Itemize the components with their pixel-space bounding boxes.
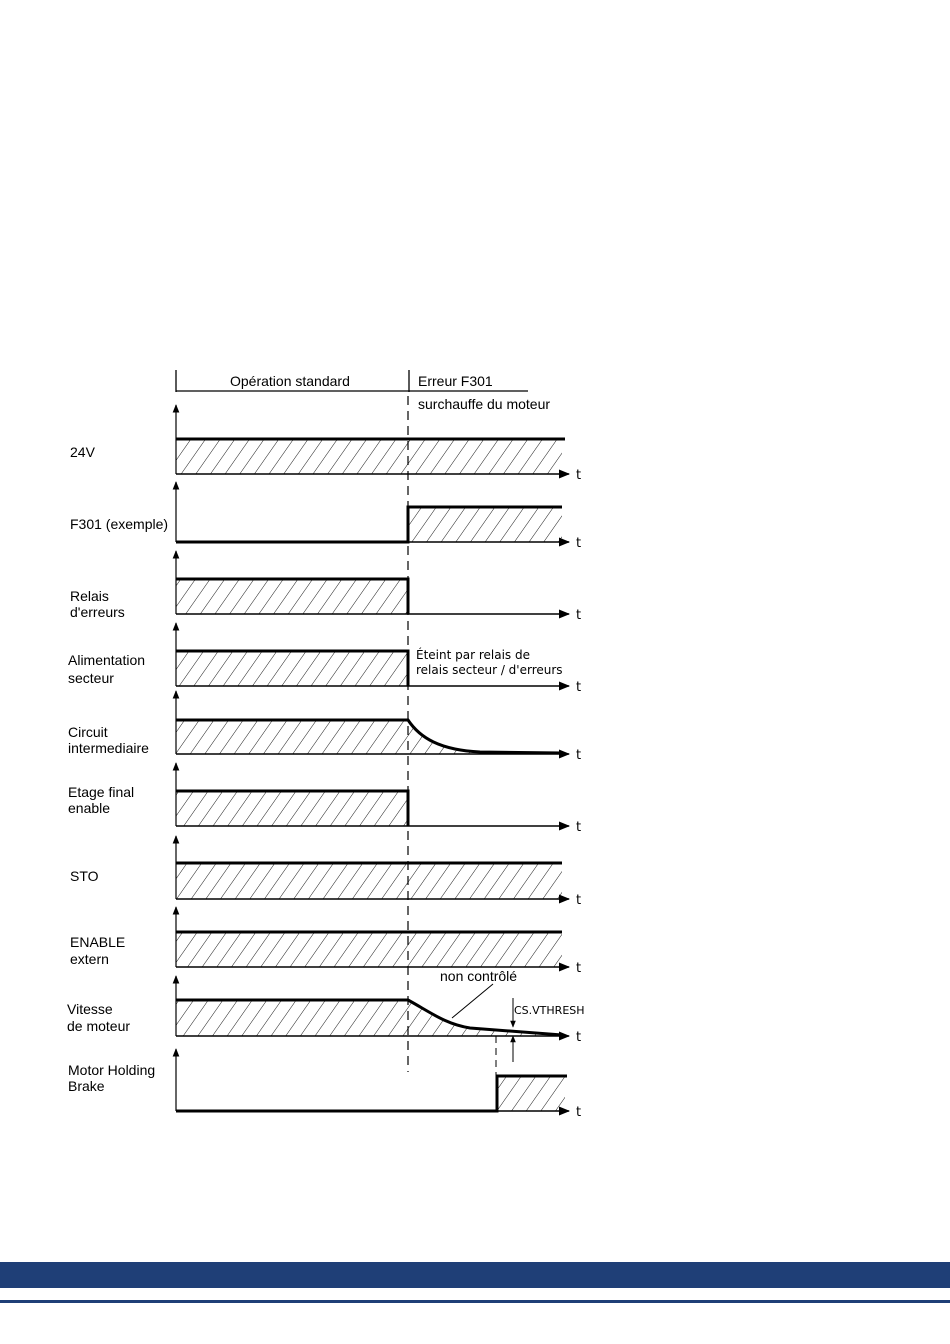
signal-vitesse <box>67 968 585 1076</box>
threshold-label: CS.VTHRESH <box>514 1004 585 1017</box>
signal-label-brake-2: Brake <box>68 1078 105 1094</box>
signal-label-vitesse-2: de moteur <box>67 1018 131 1034</box>
t-axis-label: t <box>576 536 582 551</box>
t-axis-label: t <box>576 608 582 623</box>
phase-error-sub-label: surchauffe du moteur <box>418 396 551 412</box>
signal-brake <box>68 1049 581 1120</box>
signal-label-sto: STO <box>70 868 99 884</box>
t-axis-label: t <box>576 748 582 763</box>
signal-label-brake-1: Motor Holding <box>68 1062 156 1078</box>
t-axis-label: t <box>576 961 582 976</box>
t-axis-label: t <box>576 1105 582 1120</box>
footer-line <box>0 1300 950 1303</box>
alim-note-line-2: relais secteur / d'erreurs <box>416 663 563 677</box>
signal-24v <box>70 405 581 483</box>
signal-label-relais-1: Relais <box>70 588 109 604</box>
t-axis-label: t <box>576 820 582 835</box>
signal-label-etage-2: enable <box>68 800 111 816</box>
signal-label-f301: F301 (exemple) <box>70 516 169 532</box>
signal-label-circuit-1: Circuit <box>68 724 108 740</box>
t-axis-label: t <box>576 893 582 908</box>
t-axis-label: t <box>576 1030 582 1045</box>
alim-note-line-1: Éteint par relais de <box>416 648 530 662</box>
signal-label-relais-2: d'erreurs <box>70 604 125 620</box>
signal-f301 <box>70 482 581 551</box>
signal-label-vitesse-1: Vitesse <box>67 1001 113 1017</box>
phase-header <box>176 370 550 412</box>
signal-sto <box>70 836 581 908</box>
signal-relais <box>70 551 581 623</box>
signal-etage <box>68 763 581 835</box>
t-axis-label: t <box>576 468 582 483</box>
signal-label-enable-1: ENABLE <box>70 934 126 950</box>
signal-label-24v: 24V <box>70 444 95 460</box>
signal-label-alim-1: Alimentation <box>68 652 146 668</box>
phase-error-label: Erreur F301 <box>418 373 493 389</box>
signal-label-alim-2: secteur <box>68 670 114 686</box>
signal-label-circuit-2: intermediaire <box>68 740 149 756</box>
signal-alim <box>68 623 581 695</box>
phase-standard-label: Opération standard <box>230 373 350 389</box>
t-axis-label: t <box>576 680 582 695</box>
signal-label-enable-2: extern <box>70 951 109 967</box>
speed-note: non contrôlé <box>440 968 518 984</box>
signal-circuit <box>68 691 581 763</box>
signal-enable <box>70 907 581 976</box>
signal-label-etage-1: Etage final <box>68 784 135 800</box>
footer-band <box>0 1262 950 1288</box>
